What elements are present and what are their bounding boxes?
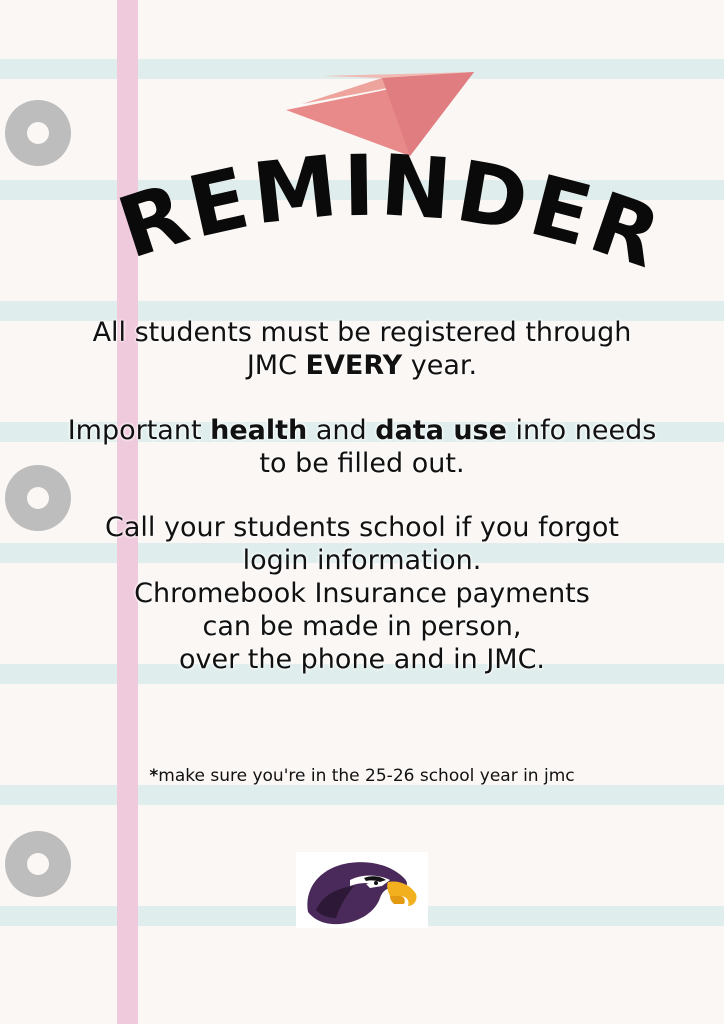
text-span: Important <box>67 415 211 446</box>
bold-text: EVERY <box>305 350 403 381</box>
text-span: JMC <box>246 350 306 381</box>
eagle-head-logo <box>296 852 428 928</box>
bold-text: data use <box>375 415 507 446</box>
paragraph-login-payments <box>0 511 724 676</box>
text-line: login information. <box>242 545 482 576</box>
footnote-star: * <box>149 766 159 786</box>
text-line: to be filled out. <box>259 448 465 479</box>
svg-text:REMINDER <box>107 140 675 288</box>
headline <box>0 140 724 320</box>
footnote <box>0 766 724 786</box>
paragraph-registration <box>0 316 724 382</box>
text-line <box>0 349 724 382</box>
footnote-text: make sure you're in the 25-26 school year in jmc <box>158 766 575 786</box>
text-line: can be made in person, <box>202 611 522 642</box>
bold-text: health <box>210 415 308 446</box>
text-span: year. <box>402 350 478 381</box>
text-line: Chromebook Insurance payments <box>134 578 590 609</box>
paragraph-health-info <box>0 414 724 480</box>
text-span: info needs <box>506 415 657 446</box>
text-line: All students must be registered through <box>92 317 632 348</box>
headline-text: REMINDER <box>107 140 676 289</box>
binder-hole <box>5 831 71 897</box>
text-line: Call your students school if you forgot <box>105 512 619 543</box>
text-span: and <box>307 415 376 446</box>
text-line <box>0 414 724 447</box>
logo <box>296 852 428 928</box>
ruled-line <box>0 785 724 805</box>
text-line: over the phone and in JMC. <box>178 644 546 675</box>
